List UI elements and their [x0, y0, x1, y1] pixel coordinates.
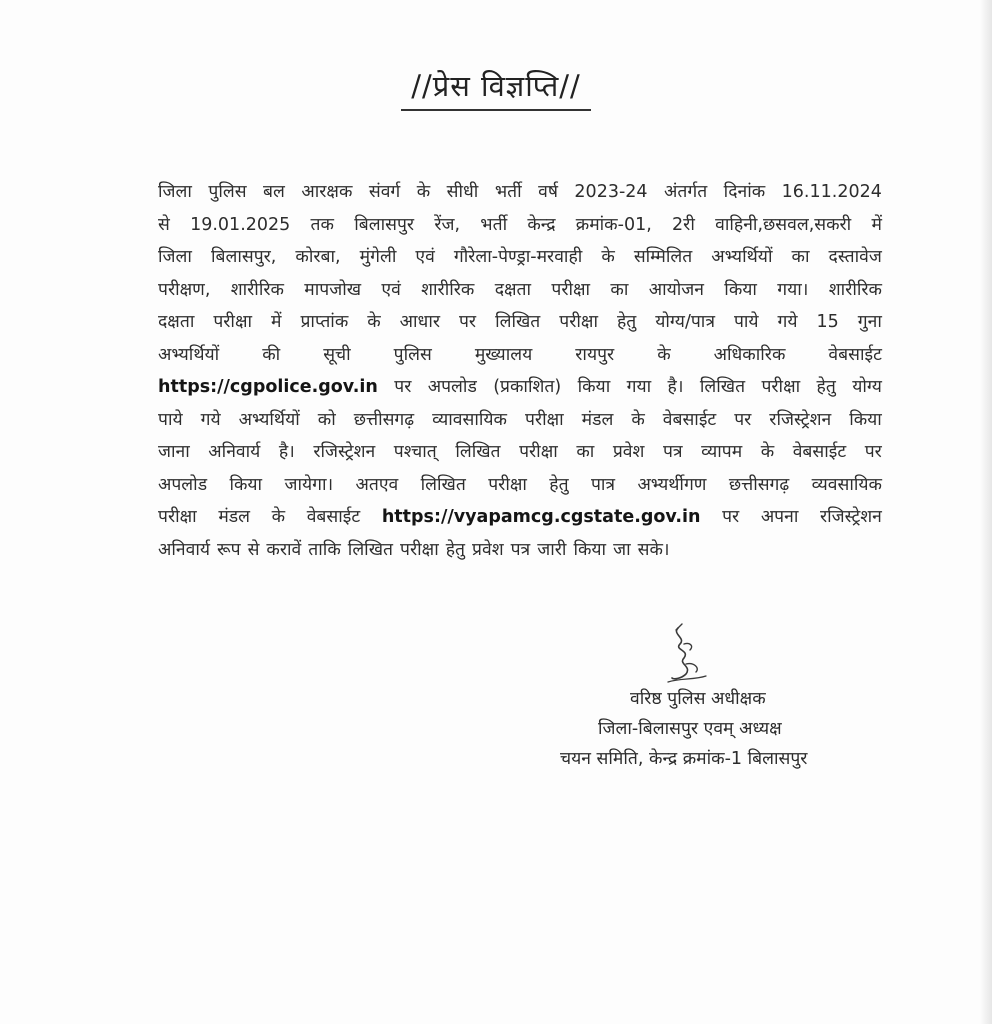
body-word: 2री	[672, 214, 695, 235]
body-word: अभ्यर्थियों	[711, 247, 773, 267]
body-word: व्यावसायिक	[432, 409, 507, 430]
body-word: कोरबा,	[295, 247, 341, 267]
body-word: प्रवेश	[472, 539, 504, 560]
body-word: गया।	[777, 279, 809, 300]
body-word: केन्द्र	[527, 214, 556, 235]
body-word: गये	[777, 312, 798, 332]
body-word: परीक्षा	[551, 279, 591, 300]
body-word: का	[576, 442, 595, 462]
body-word: परीक्षा	[400, 539, 439, 560]
body-word: वेबसाईट	[306, 507, 361, 527]
body-word: जिला	[158, 247, 192, 267]
body-word: पाये	[733, 312, 759, 332]
body-word: एवं	[381, 279, 401, 300]
body-word: 19.01.2025	[190, 214, 291, 235]
body-word: किया	[849, 409, 882, 430]
body-word: दक्षता	[494, 279, 532, 300]
body-line	[158, 176, 882, 209]
body-word: मुंगेली	[359, 247, 397, 267]
body-word: हेतु	[616, 312, 637, 332]
body-word: 2023-24	[574, 182, 648, 202]
body-word: जिला	[158, 182, 192, 202]
body-word: है।	[667, 377, 684, 397]
body-word: दिनांक	[723, 182, 766, 202]
body-word: गुना	[857, 312, 882, 332]
body-word: पर	[864, 442, 882, 462]
body-word: से	[158, 214, 170, 235]
body-word: परीक्षा	[761, 377, 801, 397]
website-link: https://vyapamcg.cgstate.gov.in	[381, 507, 701, 527]
body-line	[158, 241, 882, 274]
body-word: पर	[734, 409, 752, 430]
body-word: पर	[394, 377, 412, 397]
body-word: अपलोड	[158, 474, 208, 495]
signatory-office: जिला-बिलासपुर एवम् अध्यक्ष	[598, 719, 782, 739]
body-word: हेतु	[445, 539, 466, 560]
body-word: बिलासपुर	[354, 214, 415, 235]
press-release-title	[0, 66, 992, 111]
body-word: पश्चात्	[393, 442, 437, 462]
body-word: पुलिस	[208, 182, 247, 202]
signatory-designation: वरिष्ठ पुलिस अधीक्षक	[630, 689, 766, 709]
body-word: अनिवार्य	[208, 442, 261, 462]
body-word: करावें	[266, 539, 302, 560]
body-word: में	[271, 312, 282, 332]
body-word: के	[416, 182, 431, 202]
body-word: रजिस्ट्रेशन	[769, 409, 832, 430]
body-word: व्यवसायिक	[811, 474, 882, 495]
body-word: अपना	[760, 507, 799, 527]
body-word: रेंज,	[434, 214, 461, 235]
body-word: सूची	[323, 344, 351, 365]
body-word: मंडल	[581, 409, 614, 430]
body-word: पर	[722, 507, 740, 527]
body-word: अनिवार्य	[158, 539, 211, 560]
body-line	[158, 209, 882, 242]
body-word: पाये	[158, 409, 183, 430]
body-word: की	[262, 344, 281, 365]
body-word: परीक्षा	[488, 474, 527, 495]
body-word: पात्र	[590, 474, 616, 495]
body-word: वेबसाईट	[662, 409, 717, 430]
body-word: शारीरिक	[828, 279, 882, 300]
body-word: अधिकारिक	[713, 344, 786, 365]
body-word: रायपुर	[575, 344, 615, 365]
body-word: अंतर्गत	[664, 182, 708, 202]
body-word: लिखित	[455, 442, 501, 462]
handwritten-signature	[660, 620, 720, 690]
body-word: एवं	[415, 247, 435, 267]
title-text: //प्रेस विज्ञप्ति//	[401, 66, 591, 111]
body-word: के	[657, 344, 671, 365]
body-word: 15	[816, 312, 839, 332]
body-word: प्रवेश	[612, 442, 645, 462]
body-word: रजिस्ट्रेशन	[313, 442, 376, 462]
body-word: गये	[200, 409, 221, 430]
body-word: आयोजन	[648, 279, 704, 300]
body-word: अपलोड	[427, 377, 477, 397]
body-line	[158, 534, 882, 567]
body-word: में	[871, 214, 882, 235]
body-word: जाना	[158, 442, 190, 462]
body-word: मापजोख	[304, 279, 362, 300]
body-word: परीक्षा	[559, 312, 598, 332]
body-word: भर्ती	[480, 214, 508, 235]
body-word: छत्तीसगढ़	[353, 409, 415, 430]
body-word: परीक्षा	[158, 507, 197, 527]
body-word: बिलासपुर,	[210, 247, 277, 267]
body-line	[158, 404, 882, 437]
body-word: वेबसाईट	[828, 344, 882, 365]
body-word: तक	[310, 214, 334, 235]
body-word: लिखित	[495, 312, 541, 332]
body-line	[158, 306, 882, 339]
body-word: हेतु	[549, 474, 569, 495]
body-word: किया	[577, 377, 611, 397]
signature-block	[560, 684, 880, 774]
body-word: का	[610, 279, 629, 300]
body-word: परीक्षा	[524, 409, 564, 430]
body-word: अभ्यर्थियों	[158, 344, 220, 365]
body-word: है।	[278, 442, 295, 462]
body-word: के	[631, 409, 645, 430]
body-word: बल	[263, 182, 285, 202]
body-word: दस्तावेज	[828, 247, 882, 267]
body-line	[158, 469, 882, 502]
body-word: सम्मिलित	[633, 247, 693, 267]
body-word: योग्य/पात्र	[655, 312, 715, 332]
body-word: के	[601, 247, 615, 267]
body-word: (प्रकाशित)	[493, 377, 562, 397]
body-word: वाहिनी,छसवल,सकरी	[715, 214, 852, 235]
body-word: भर्ती	[494, 182, 522, 202]
body-word: गौरेला-पेण्ड्रा-मरवाही	[453, 247, 583, 267]
body-word: के	[367, 312, 381, 332]
page-edge-shadow	[980, 0, 992, 1024]
body-word: 16.11.2024	[781, 182, 882, 202]
body-word: जारी	[537, 539, 567, 560]
body-word: से	[247, 539, 260, 560]
body-word: के	[271, 507, 286, 527]
body-word: रूप	[217, 539, 241, 560]
body-word: लिखित	[420, 474, 466, 495]
body-word: शारीरिक	[230, 279, 284, 300]
body-line	[158, 371, 882, 404]
body-word: किया	[573, 539, 607, 560]
body-word: परीक्षा	[213, 312, 253, 332]
body-word: अभ्यर्थीगण	[637, 474, 707, 495]
body-word: के	[760, 442, 775, 462]
body-word: दक्षता	[158, 312, 195, 332]
body-line	[158, 501, 882, 534]
body-word: पुलिस	[393, 344, 432, 365]
body-word: का	[791, 247, 810, 267]
body-word: पर	[458, 312, 477, 332]
body-word: छत्तीसगढ़	[728, 474, 790, 495]
body-word: किया	[724, 279, 757, 300]
body-word: पत्र	[510, 539, 531, 560]
body-line	[158, 339, 882, 372]
body-line	[158, 436, 882, 469]
body-word: जायेगा।	[284, 474, 334, 495]
body-word: लिखित	[347, 539, 394, 560]
body-word: व्यापम	[701, 442, 743, 462]
body-word: रजिस्ट्रेशन	[819, 507, 882, 527]
body-paragraph	[158, 176, 882, 566]
body-word: मंडल	[218, 507, 251, 527]
body-word: हेतु	[816, 377, 836, 397]
body-word: वर्ष	[538, 182, 558, 202]
body-word: योग्य	[852, 377, 882, 397]
body-word: सीधी	[446, 182, 479, 202]
body-word: लिखित	[699, 377, 746, 397]
body-word: गया	[626, 377, 652, 397]
body-word: क्रमांक-01,	[575, 214, 652, 235]
body-line	[158, 274, 882, 307]
body-word: अभ्यर्थियों	[238, 409, 300, 430]
body-word: पत्र	[662, 442, 683, 462]
body-word: आरक्षक	[301, 182, 353, 202]
body-word: मुख्यालय	[474, 344, 533, 365]
body-word: संवर्ग	[368, 182, 401, 202]
signatory-committee: चयन समिति, केन्द्र क्रमांक-1 बिलासपुर	[560, 749, 808, 769]
body-word: वेबसाईट	[792, 442, 847, 462]
body-word: सके।	[637, 539, 670, 560]
body-word: अतएव	[355, 474, 399, 495]
body-word: आधार	[399, 312, 441, 332]
body-word: ताकि	[308, 539, 341, 560]
website-link: https://cgpolice.gov.in	[158, 377, 378, 397]
body-word: जा	[613, 539, 631, 560]
body-word: किया	[229, 474, 263, 495]
body-word: को	[317, 409, 336, 430]
body-word: प्राप्तांक	[300, 312, 349, 332]
body-word: परीक्षण,	[158, 279, 211, 300]
body-word: शारीरिक	[421, 279, 475, 300]
body-word: परीक्षा	[519, 442, 558, 462]
